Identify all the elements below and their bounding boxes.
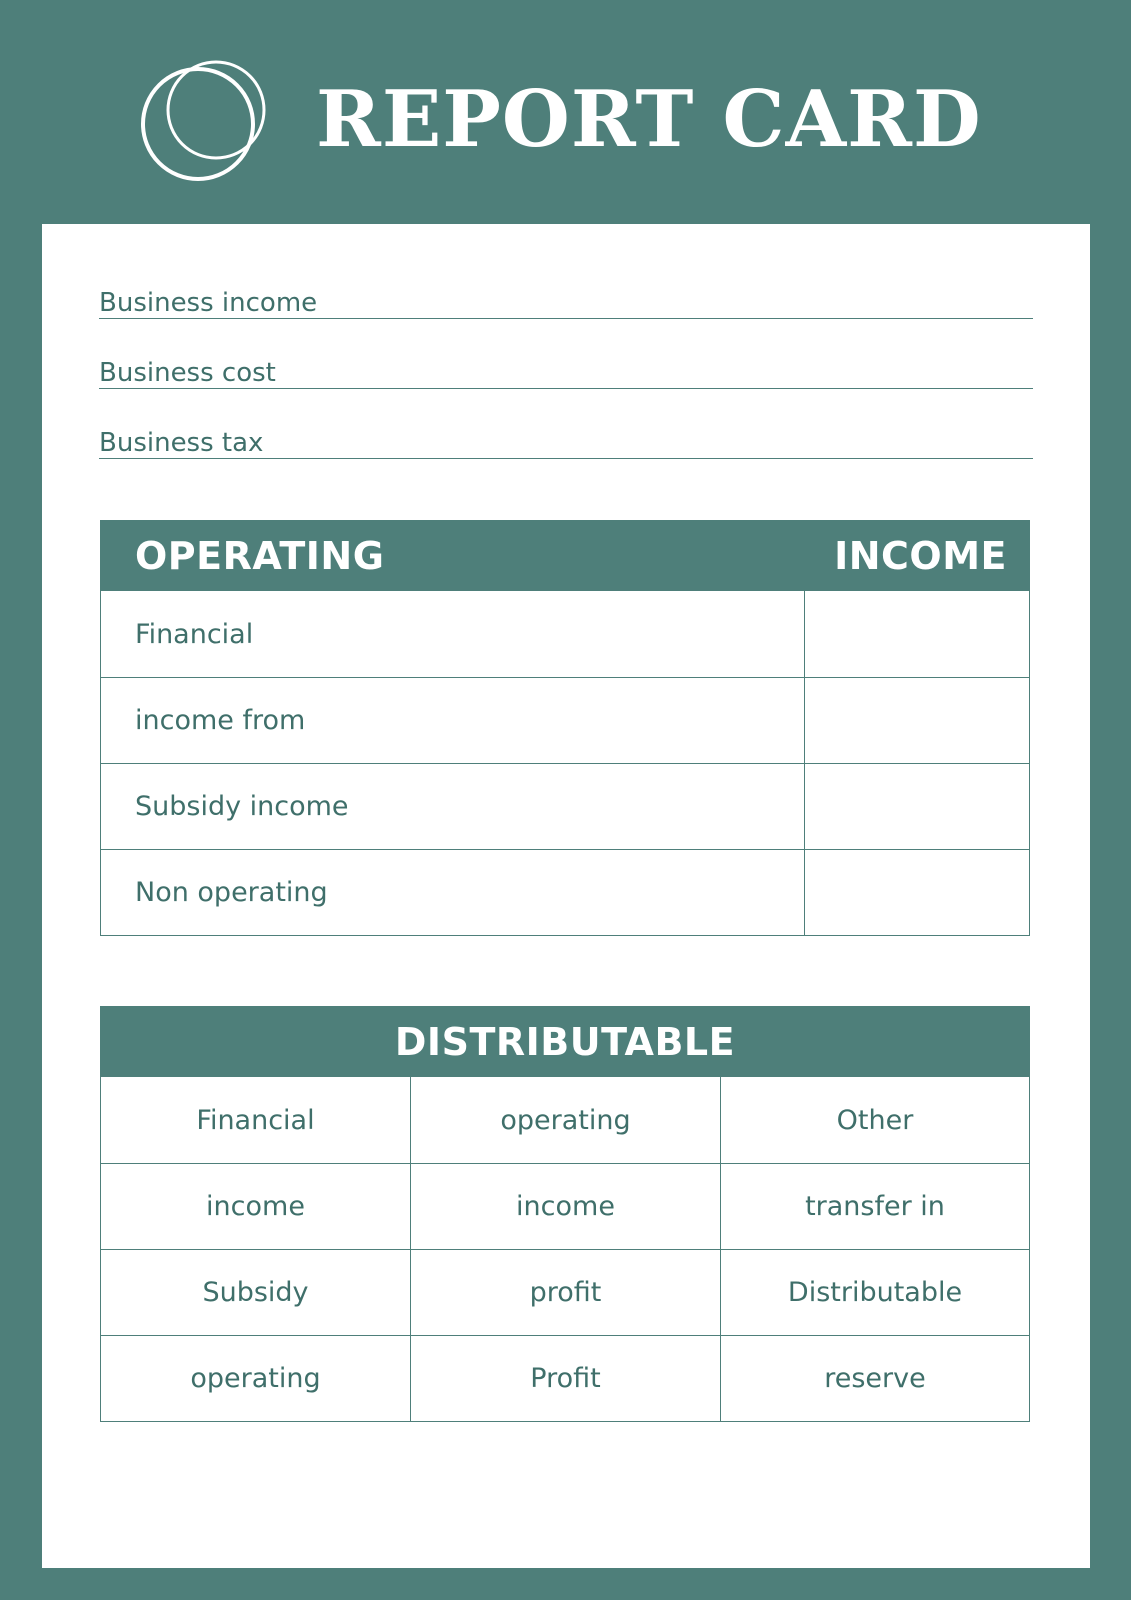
business-cost-label: Business cost <box>99 358 276 388</box>
table-row <box>101 591 1029 677</box>
row-label: Non operating <box>101 850 805 935</box>
distributable-table-header: DISTRIBUTABLE <box>101 1007 1029 1077</box>
table-row <box>101 1249 1029 1335</box>
row-label: Subsidy income <box>101 764 805 849</box>
report-card-sheet <box>42 224 1090 1568</box>
double-circle-logo-icon <box>140 58 272 184</box>
row-label: Financial <box>101 591 805 677</box>
table-cell: transfer in <box>805 1191 945 1222</box>
table-cell: income <box>411 1164 721 1249</box>
table-cell: operating <box>411 1077 721 1163</box>
table-cell: Financial <box>101 1077 411 1163</box>
table-row <box>101 1335 1029 1421</box>
row-value-cell[interactable] <box>805 850 1029 935</box>
table-cell: Profit <box>411 1336 721 1421</box>
table-cell: operating <box>101 1336 411 1421</box>
operating-table-header <box>101 521 1029 591</box>
row-value-cell[interactable] <box>805 591 1029 677</box>
business-income-label: Business income <box>99 288 318 318</box>
business-tax-field[interactable] <box>99 420 1033 459</box>
table-row <box>101 1163 1029 1249</box>
row-label: income from <box>101 678 805 763</box>
row-value-cell[interactable] <box>805 764 1029 849</box>
business-cost-field[interactable] <box>99 350 1033 389</box>
table-cell: Subsidy <box>101 1250 411 1335</box>
income-header-label: INCOME <box>834 534 1007 578</box>
table-row <box>101 849 1029 935</box>
row-value-cell[interactable] <box>805 678 1029 763</box>
page-title: REPORT CARD <box>316 74 982 165</box>
table-cell: profit <box>411 1250 721 1335</box>
distributable-table <box>100 1006 1030 1422</box>
table-cell: Distributable <box>787 1277 963 1308</box>
table-row <box>101 763 1029 849</box>
operating-header-label: OPERATING <box>135 534 385 578</box>
table-cell: reserve <box>824 1363 926 1394</box>
table-cell: income <box>101 1164 411 1249</box>
operating-income-table <box>100 520 1030 936</box>
business-tax-label: Business tax <box>99 428 264 458</box>
business-income-field[interactable] <box>99 280 1033 319</box>
table-cell: Other <box>836 1104 914 1136</box>
table-row <box>101 677 1029 763</box>
table-row <box>101 1077 1029 1163</box>
